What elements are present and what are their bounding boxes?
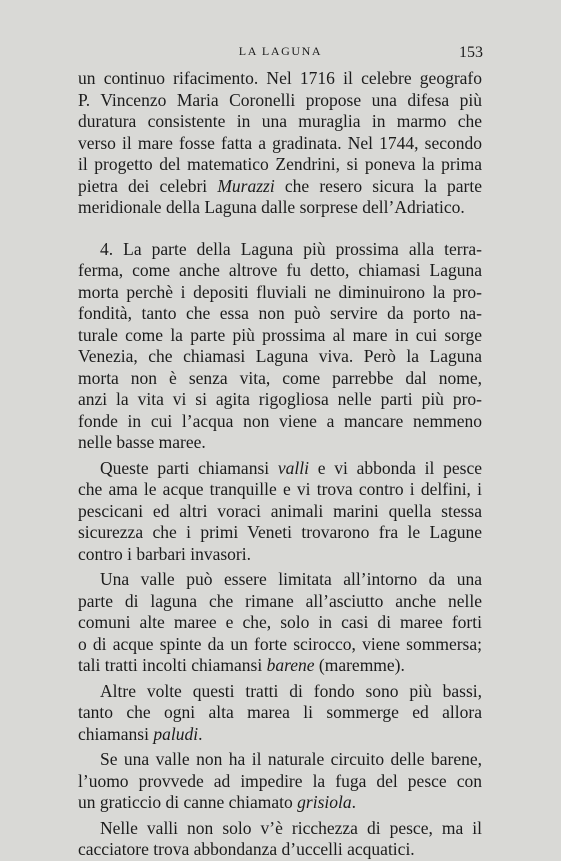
text-line [78,432,482,454]
text-line [78,702,482,724]
text-line [78,634,482,656]
text-run: Se una valle non ha il naturale circuito delle barene, [100,749,482,769]
text-run: turale come la parte più prossima al mare in cui sorge [78,324,482,345]
text-line [78,325,482,347]
text-run: chiamansi [78,723,154,744]
paragraph [78,681,482,746]
text-run: 4. La parte della Laguna più prossima alla terra- [100,238,482,259]
text-run: Una valle può essere limitata all’intorno da una [100,569,482,589]
text-run: Altre volte questi tratti di fondo sono più bassi, [100,680,482,701]
text-run: duratura consistente in una muraglia in marmo che [78,111,482,131]
page-body [78,68,482,861]
text-line [78,282,482,304]
text-run: comuni alte maree e che, solo in casi di maree forti [78,612,482,632]
text-run: un graticcio di canne chiamato [78,792,298,812]
text-run: . [351,792,356,812]
text-line [78,90,482,112]
text-run: sicurezza che i primi Veneti trovarono fra le Lagune [78,522,482,542]
text-line [78,544,482,566]
text-run: Venezia, che chiamasi Laguna viva. Però la Laguna [78,346,482,366]
text-run: anzi la vita vi si agita rigogliosa nelle parti più pro- [78,389,482,409]
text-line [78,176,482,198]
text-run: pietra dei celebri [78,175,218,196]
text-line [78,655,482,677]
text-line [78,260,482,282]
text-line [78,154,482,176]
paragraph [78,68,482,219]
text-line [78,111,482,133]
text-line [78,303,482,325]
paragraph [78,569,482,677]
italic-term: paludi [153,723,199,744]
paragraph [78,749,482,814]
italic-term: barene [266,655,315,675]
text-run: meridionale della Laguna dalle sorprese dell’Adriatico. [78,197,465,217]
page-header [78,44,483,64]
text-run: tali tratti incolti chiamansi [78,655,267,675]
text-line [78,818,482,840]
text-run: contro i barbari invasori. [78,543,252,564]
running-title: LA LAGUNA [238,44,323,58]
text-run: parte di laguna che rimane all’asciutto anche nelle [78,590,482,611]
text-run: Queste parti chiamansi [100,457,278,478]
text-line [78,792,482,814]
page-number: 153 [459,44,483,61]
paragraph [78,458,482,566]
text-run: morta non è senza vita, come parrebbe dal nome, [78,367,482,388]
text-line [78,522,482,544]
text-line [78,479,482,501]
text-run: P. Vincenzo Maria Coronelli propose una difesa più [78,89,482,110]
italic-term: valli [277,457,309,478]
text-run: ferma, come anche altrove fu detto, chiamasi Laguna [78,260,482,280]
paragraph [78,239,482,454]
text-run: verso il mare fosse fatta a gradinata. Nel 1744, secondo [78,132,482,153]
text-run: . [198,723,203,744]
text-line [78,368,482,390]
text-run: pescicani ed altri voraci animali marini quella stessa [78,500,482,521]
text-run: un continuo rifacimento. Nel 1716 il celebre geografo [78,68,482,88]
text-run: fondità, tanto che essa non può servire da porto na- [78,303,482,323]
text-line [78,724,482,746]
text-run: e vi abbonda il pesce [308,457,482,478]
text-run: morta perchè i depositi fluviali ne diminuirono la pro- [78,281,482,302]
text-run: cacciatore trova abbondanza d’uccelli acquatici. [78,839,415,859]
paragraph [78,818,482,861]
text-run: o di acque spinte da un forte scirocco, viene sommersa; [78,633,482,654]
text-run: il progetto del matematico Zendrini, si poneva la prima [78,154,482,174]
italic-term: grisiola [297,792,352,812]
text-line [78,346,482,368]
text-run: Nelle valli non solo v’è ricchezza di pesce, ma il [100,817,482,838]
text-line [78,749,482,771]
text-line [78,839,482,861]
text-line [78,458,482,480]
text-run: l’uomo provvede ad impedire la fuga del pesce con [78,770,482,791]
text-run: che ama le acque tranquille e vi trova contro i delfini, i [78,479,482,499]
italic-term: Murazzi [217,175,275,196]
text-run: nelle basse maree. [78,432,206,452]
text-line [78,389,482,411]
text-line [78,411,482,433]
text-line [78,771,482,793]
text-run: che resero sicura la parte [274,175,482,196]
text-line [78,501,482,523]
text-line [78,197,482,219]
text-run: (maremme). [314,655,405,675]
text-line [78,612,482,634]
text-run: fonde in cui l’acqua non viene a mancare nemmeno [78,410,482,431]
text-line [78,133,482,155]
text-line [78,591,482,613]
text-run: tanto che ogni alta marea li sommerge ed allora [78,702,482,722]
text-line [78,68,482,90]
text-line [78,569,482,591]
text-line [78,681,482,703]
text-line [78,239,482,261]
